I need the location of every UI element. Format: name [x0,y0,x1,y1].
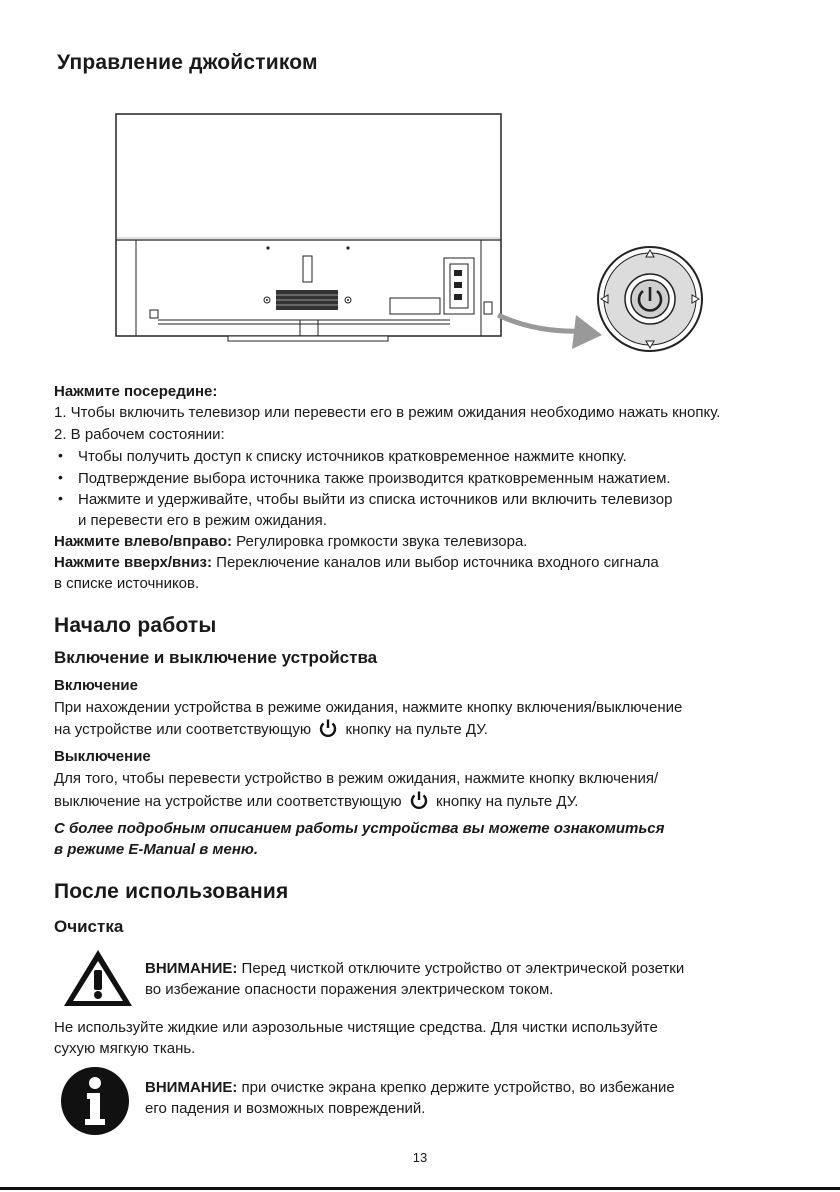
warning1-line1 [145,958,684,979]
warning-triangle-icon [62,948,134,1008]
bullet-marker: • [58,447,63,463]
press-center-line2: 2. В рабочем состоянии: [54,426,225,443]
section-title-joystick: Управление джойстиком [57,51,318,74]
warning1-text: Перед чисткой отключите устройство от электрической розетки [237,960,685,977]
press-lr-label: Нажмите влево/вправо: [54,533,233,550]
cleaning-text-line2: сухую мягкую ткань. [54,1040,196,1057]
on-heading: Включение [54,677,138,694]
section-title-getting-started: Начало работы [54,614,217,637]
off-line2-b: кнопку на пульте ДУ. [436,793,579,810]
page-number: 13 [412,1150,428,1165]
emanual-note-line1: С более подробным описанием работы устройства вы можете ознакомиться [54,820,665,837]
section-title-after-use: После использования [54,880,289,903]
bullet-marker: • [58,490,63,506]
off-line2-a: выключение на устройстве или соответствующую [54,793,402,810]
warning2-label: ВНИМАНИЕ: [145,1079,238,1096]
tv-back-illustration [110,110,510,345]
page-bottom-rule [0,1187,840,1190]
bullet-marker: • [58,469,63,485]
list-item: Подтверждение выбора источника также производится кратковременным нажатием. [78,470,671,487]
press-ud-label: Нажмите вверх/вниз: [54,554,212,571]
arrow-icon [496,305,606,355]
on-line2-b: кнопку на пульте ДУ. [345,721,488,738]
joystick-icon [596,245,704,353]
press-lr-line [54,531,527,552]
subsection-title-power: Включение и выключение устройства [54,648,378,667]
warning2-text: при очистке экрана крепко держите устройство, во избежание [237,1079,675,1096]
press-center-line1: 1. Чтобы включить телевизор или перевести его в режим ожидания необходимо нажать кнопку. [54,404,721,421]
warning2-line2: его падения и возможных повреждений. [145,1100,426,1117]
on-line2 [54,718,488,740]
power-icon [409,790,429,810]
press-ud-text: Переключение каналов или выбор источника входного сигнала [212,554,659,571]
off-heading: Выключение [54,748,151,765]
power-icon [318,718,338,738]
list-item-continuation: и перевести его в режим ожидания. [78,512,327,529]
warning2-line1 [145,1077,675,1098]
cleaning-text-line1: Не используйте жидкие или аэрозольные чистящие средства. Для чистки используйте [54,1019,658,1036]
off-line2 [54,790,578,812]
press-ud-line2: в списке источников. [54,575,200,592]
list-item: Нажмите и удерживайте, чтобы выйти из списка источников или включить телевизор [78,491,673,508]
emanual-note-line2: в режиме E-Manual в меню. [54,841,259,858]
off-line1: Для того, чтобы перевести устройство в режим ожидания, нажмите кнопку включения/ [54,770,659,787]
warning1-label: ВНИМАНИЕ: [145,960,238,977]
cleaning-heading: Очистка [54,917,124,936]
list-item: Чтобы получить доступ к списку источников кратковременное нажмите кнопку. [78,448,627,465]
on-line1: При нахождении устройства в режиме ожидания, нажмите кнопку включения/выключение [54,699,683,716]
press-lr-text: Регулировка громкости звука телевизора. [232,533,528,550]
on-line2-a: на устройстве или соответствующую [54,721,312,738]
warning1-line2: во избежание опасности поражения электрическом током. [145,981,554,998]
info-icon [60,1066,130,1136]
press-center-heading: Нажмите посередине: [54,383,218,400]
press-ud-line [54,552,659,573]
